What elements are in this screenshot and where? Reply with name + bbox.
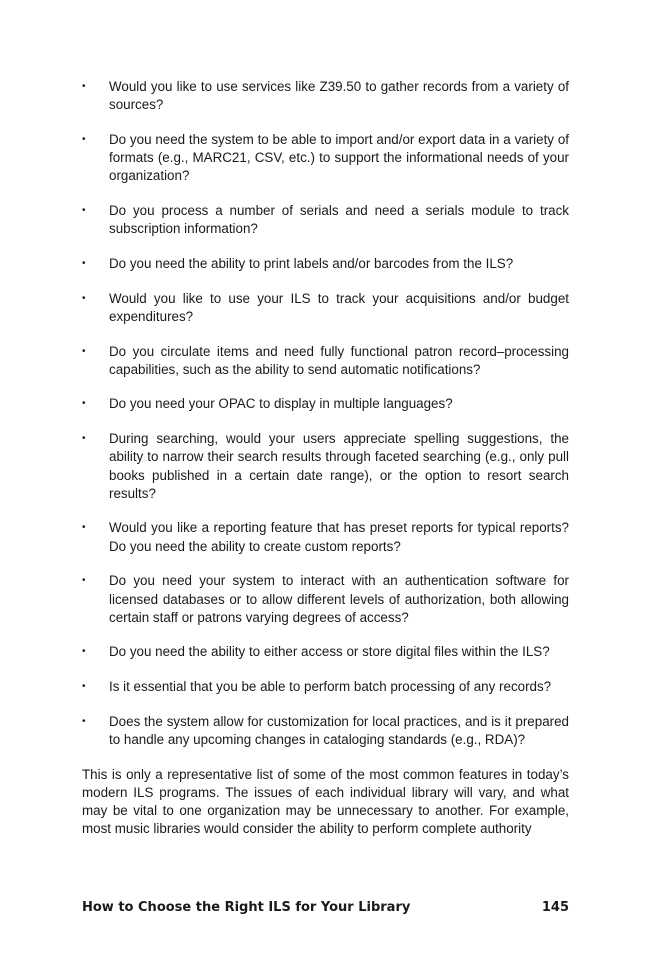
list-item-text: Do you need your OPAC to display in multiple languages?	[109, 396, 453, 412]
bullet-marker: •	[82, 81, 86, 92]
bullet-marker: •	[82, 646, 86, 658]
list-item	[82, 395, 569, 413]
list-item	[82, 643, 569, 661]
list-item-text: Do you need the system to be able to import and/or export data in a variety of formats (e.g., MARC21, CSV, etc.) to support the informational needs of your organization?	[109, 131, 569, 184]
list-item	[82, 519, 569, 555]
bullet-marker: •	[82, 205, 86, 217]
closing-paragraph: This is only a representative list of some of the most common features in today’s modern ILS programs. The issues of each individual library will vary, and what may be vital to one organization may be unnecessary to another. For example, most music libraries would consider the ability to perform complete authority	[82, 766, 569, 837]
bullet-marker: •	[82, 133, 86, 145]
list-item-text: Do you need the ability to print labels and/or barcodes from the ILS?	[109, 255, 514, 271]
bullet-marker: •	[82, 715, 86, 727]
list-item-text: Do you need the ability to either access or store digital files within the ILS?	[109, 644, 550, 660]
list-item-text: Does the system allow for customization for local practices, and is it prepared to handle any upcoming changes in cataloging standards (e.g., RDA)?	[109, 713, 569, 748]
bullet-marker: •	[82, 292, 86, 304]
list-item	[82, 131, 569, 186]
list-item-text: Do you need your system to interact with an authentication software for licensed databases or to allow different levels of authorization, both allowing certain staff or patrons varying degrees of access?	[109, 573, 569, 625]
bullet-marker: •	[82, 345, 86, 357]
list-item	[82, 290, 569, 326]
list-item-text: During searching, would your users appreciate spelling suggestions, the ability to narrow their search results through faceted searching (e.g., only pull books published in a certain date range), or the option to resort search results?	[109, 431, 569, 501]
bullet-marker: •	[82, 257, 86, 269]
bullet-marker: •	[82, 433, 86, 445]
list-item-text: Would you like to use your ILS to track your acquisitions and/or budget expenditures?	[109, 290, 569, 324]
list-item-text: Do you circulate items and need fully functional patron record–processing capabilities, such as the ability to send automatic notifications?	[109, 343, 569, 377]
bullet-marker: •	[82, 398, 86, 410]
bullet-marker: •	[82, 681, 86, 693]
list-item-text: Do you process a number of serials and need a serials module to track subscription information?	[109, 203, 569, 237]
list-item	[82, 343, 569, 379]
list-item	[82, 678, 569, 696]
list-item	[82, 430, 569, 503]
page-number: 145	[541, 900, 569, 915]
list-item-text: Would you like to use services like Z39.50 to gather records from a variety of sources?	[109, 79, 569, 113]
page-footer	[82, 900, 569, 915]
list-item-text: Would you like a reporting feature that has preset reports for typical reports? Do you need the ability to create custom reports?	[109, 520, 569, 554]
running-title: How to Choose the Right ILS for Your Library	[82, 900, 411, 915]
list-item	[82, 713, 569, 749]
bullet-marker: •	[82, 575, 86, 587]
list-item	[82, 78, 569, 114]
feature-question-list	[82, 78, 569, 749]
list-item	[82, 202, 569, 238]
bullet-marker: •	[82, 522, 86, 534]
page-body	[82, 78, 569, 839]
list-item-text: Is it essential that you be able to perform batch processing of any records?	[109, 679, 552, 695]
list-item	[82, 255, 569, 273]
list-item	[82, 572, 569, 627]
